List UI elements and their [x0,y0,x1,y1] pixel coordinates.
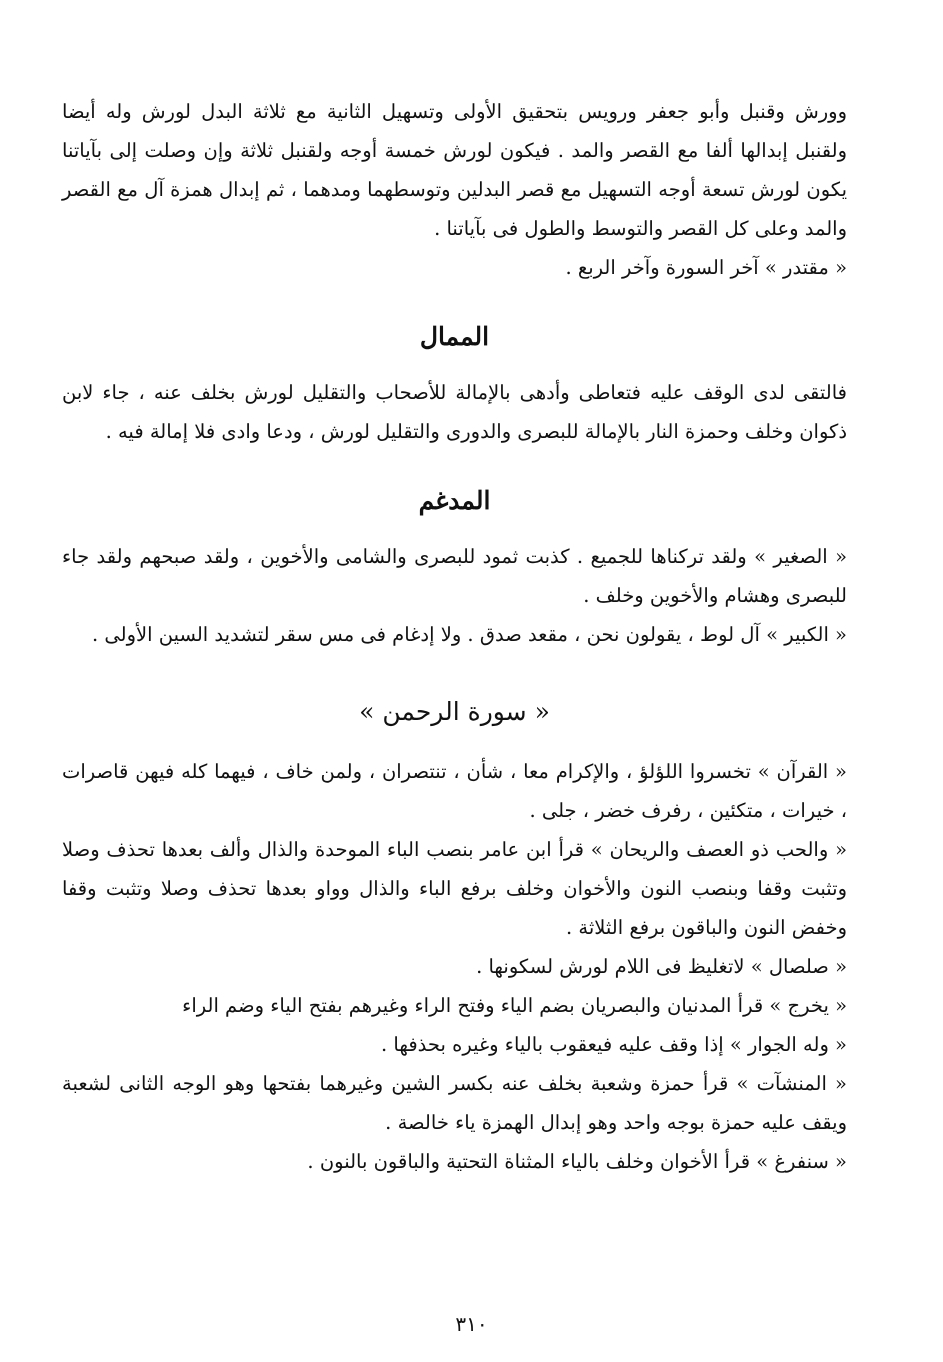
surah-paragraph-7: « سنفرغ » قرأ الأخوان وخلف بالياء المثناة التحتية والباقون بالنون . [307,1150,847,1173]
intro-paragraph-2: « مقتدر » آخر السورة وآخر الربع . [565,256,847,279]
page-body [62,92,847,1181]
heading-mudgham: المدغم [418,486,491,515]
intro-paragraph-1: وورش وقنبل وأبو جعفر ورويس بتحقيق الأولى وتسهيل الثانية مع ثلاثة البدل لورش وله أيضا ولقنبل إبدالها ألفا مع القصر والمد . فيكون لورش خمسة أوجه ولقنبل ثلاثة وإن وصلت إلى بآياتنا يكون لورش تسعة أوجه التسهيل مع قصر البدلين وتوسطهما ومدهما ، ثم إبدال همزة آل مع القصر والمد وعلى كل القصر والتوسط والطول فى بآياتنا . [62,100,847,240]
surah-paragraph-4: « يخرج » قرأ المدنيان والبصريان بضم الياء وفتح الراء وغيرهم بفتح الياء وضم الراء [182,994,847,1017]
heading-surah: « سورة الرحمن » [359,697,550,726]
mudgham-paragraph-2: « الكبير » آل لوط ، يقولون نحن ، مقعد صدق . ولا إدغام فى مس سقر لتشديد السين الأولى . [92,623,847,646]
mumal-paragraph: فالتقى لدى الوقف عليه فتعاطى وأدهى بالإمالة للأصحاب والتقليل لورش بخلف عنه ، جاء لابن ذكوان وخلف وحمزة النار بالإمالة للبصرى والدورى والتقليل لورش ، ودعا وادى فلا إمالة فيه . [62,381,847,443]
surah-paragraph-3: « صلصال » لاتغليظ فى اللام لورش لسكونها . [476,955,847,978]
surah-paragraph-1: « القرآن » تخسروا اللؤلؤ ، والإكرام معا ، شأن ، تنتصران ، ولمن خاف ، فيهما كله فيهن قاصرات ، خيرات ، متكئين ، رفرف خضر ، جلى . [62,760,847,822]
mudgham-paragraph-1: « الصغير » ولقد تركناها للجميع . كذبت ثمود للبصرى والشامى والأخوين ، ولقد صبحهم ولقد جاء للبصرى وهشام والأخوين وخلف . [62,545,847,607]
page-number: ٣١٠ [455,1312,488,1336]
surah-paragraph-6: « المنشآت » قرأ حمزة وشعبة بخلف عنه بكسر الشين وغيرهما بفتحها وهو الوجه الثانى لشعبة ويقف عليه حمزة بوجه واحد وهو إبدال الهمزة ياء خالصة . [62,1072,847,1134]
surah-paragraph-5: « وله الجوار » إذا وقف عليه فيعقوب بالياء وغيره بحذفها . [381,1033,847,1056]
surah-paragraph-2: « والحب ذو العصف والريحان » قرأ ابن عامر بنصب الباء الموحدة والذال وألف بعدها تحذف وصلا وتثبت وقفا وبنصب النون والأخوان وخلف برفع الباء والذال وواو بعدها تحذف وصلا وتثبت وقفا وخفض النون والباقون برفع الثلاثة . [62,838,847,939]
heading-mumal: الممال [419,322,490,351]
